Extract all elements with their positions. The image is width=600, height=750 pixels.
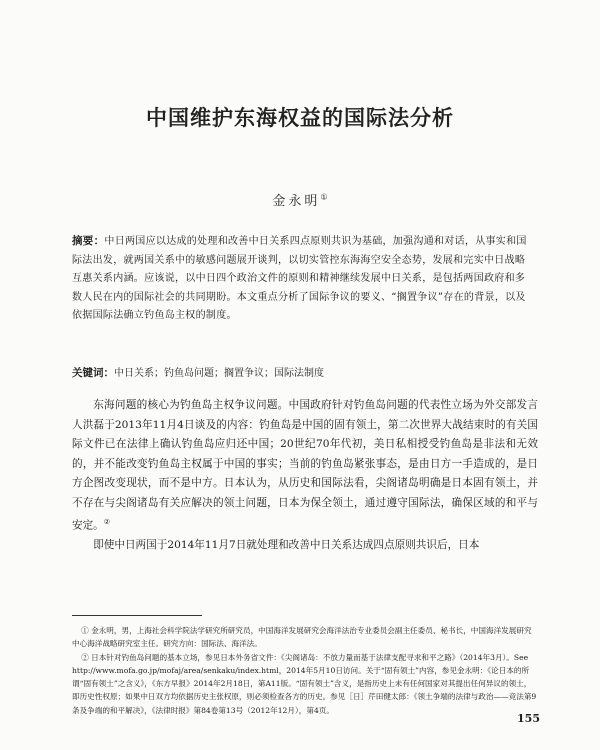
body-paragraph: 即使中日两国于2014年11月7日就处理和改善中日关系达成四点原则共识后，日本 [93,539,480,552]
keywords [72,365,532,382]
page-number: 155 [517,712,540,725]
keywords-label: 关键词： [72,367,114,379]
abstract [72,232,532,326]
body-paragraph-1-text: 东海问题的核心为钓鱼岛主权争议问题。中国政府针对钓鱼岛问题的代表性立场为外交部发言人洪磊于2013年11月4日谈及的内容：钓鱼岛是中国的固有领土，第二次世界大战结束时的有关国际文件已在法律上确认钓鱼岛应归还中国；20世纪70年代初，美日私相授受钓鱼岛是非法和无效的，并不能改变钓鱼岛主权属于中国的事实；当前的钓鱼岛紧张事态，是由日方一手造成的，是日方企图改变现状，而不是中方。日本认为，从历史和国际法看，尖阁诸岛明确是日本固有领土，并不存在与尖阁诸岛有关应解决的领土问题，日本为保全领土，通过遵守国际法，确保区域的和平与安定。 [72,399,538,532]
abstract-text: 中日两国应以达成的处理和改善中日关系四点原则共识为基础，加强沟通和对话，从事实和国际法出发，就两国关系中的敏感问题展开谈判，以切实管控东海海空安全态势，发展和完实中日战略互惠关系内涵。应该说，以中日四个政治文件的原则和精神继续发展中日关系，是包括两国政府和多数人民在内的国际社会的共同期盼。本文重点分析了国际争议的要义、“搁置争议”存在的背景，以及依据国际法确立钓鱼岛主权的制度。 [72,236,527,321]
footnote-2: ② 日本针对钓鱼岛问题的基本立场，参见日本外务省文件：《尖阁诸岛：不放力量而基于法律支配寻求和平之路》（2014年3月）。See http://www.mofa.go.jp/mofaj/area/senkaku/index.html，2014年5月10日访问。关于“固有领土”内容，参见金永明：《论日本的所谓“固有领土”之含义》，《东方早报》2014年2月18日，第A11版。“固有领土”含义，是指历史上未有任何国家对其提出任何异议的领土，即历史性权原；如果中日双方均依据历史主张权原，则必须检查各方的历史。参见［日］芹田健太郎：《领土争端的法律与政治——竞法第9条及争端的和平解决》，《法律时报》第84卷第13号（2012年12月），第4页。 [72,652,537,715]
footnotes [72,624,538,717]
article-title: 中国维护东海权益的国际法分析 [146,106,454,130]
keywords-text: 中日关系；钓鱼岛问题；搁置争议；国际法制度 [114,368,324,379]
author-name: 金永明 [272,194,321,209]
body-paragraph [72,396,538,536]
author-footnote-mark[interactable]: ① [320,192,328,202]
author-line [0,190,600,209]
body-footnote-mark[interactable]: ② [103,518,111,526]
abstract-label: 摘要： [72,235,105,247]
footnote-1: ① 金永明，男，上海社会科学院法学研究所研究员，中国海洋发展研究会海洋法治专业委员会副主任委员、秘书长，中国海洋发展研究中心海洋战略研究室主任。研究方向：国际法、海洋法。 [72,626,532,649]
footnote-divider [72,615,202,616]
body-text [72,396,538,556]
